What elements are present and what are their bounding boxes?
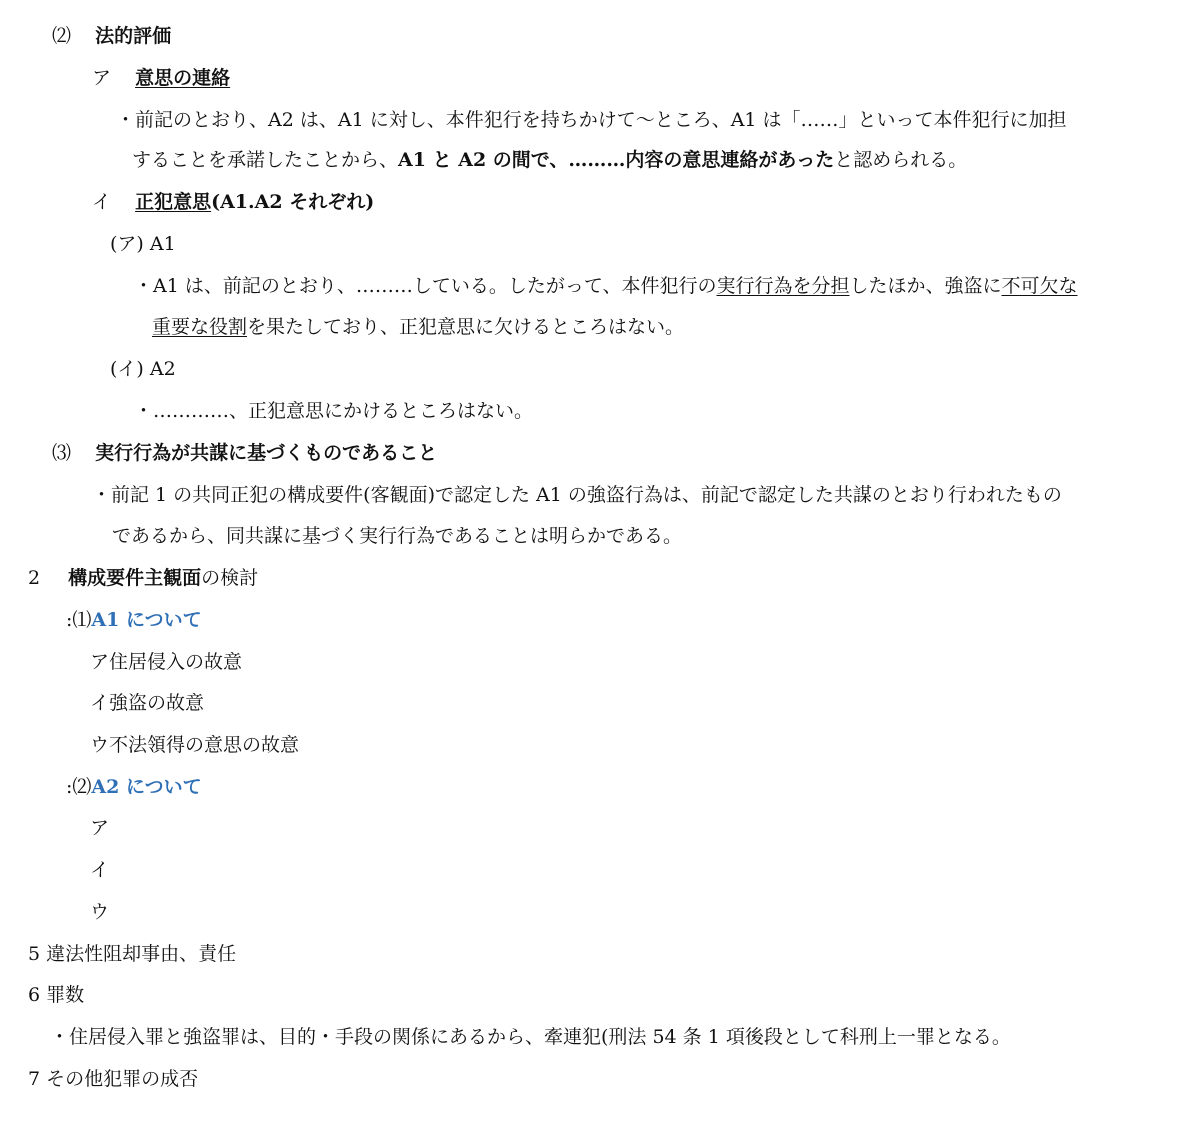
list-item: ア住居侵入の故意	[90, 651, 243, 673]
para-a-line-2-post: と認められる。	[834, 149, 968, 171]
section-2-title-rest: の検討	[201, 567, 259, 589]
section-2-heading	[28, 564, 258, 592]
para-a-line-2	[132, 146, 967, 174]
heading-2-2-number: ⑵	[52, 25, 72, 47]
list-item: ア	[90, 817, 110, 839]
a1-line-2	[152, 313, 684, 341]
a1-line-1-mid: したほか、強盗に	[849, 275, 1002, 297]
subj-a2-title: A2 について	[91, 776, 202, 798]
a1-heading: (ア) A1	[110, 233, 176, 255]
list-item: イ	[90, 859, 110, 881]
heading-a-number: ア	[92, 67, 112, 89]
section-5-heading: 5 違法性阻却事由、責任	[28, 943, 237, 965]
heading-i-number: イ	[92, 191, 112, 213]
subj-a1-prefix: :⑴	[66, 609, 92, 631]
para-3-line-2: であるから、同共謀に基づく実行行為であることは明らかである。	[112, 525, 683, 547]
heading-i-title: 正犯意思	[135, 191, 212, 213]
list-item: ウ不法領得の意思の故意	[90, 734, 300, 756]
subj-a2-heading	[66, 773, 202, 801]
para-a-line-2-bold: A1 と A2 の間で、………内容の意思連絡があった	[398, 149, 835, 171]
heading-2-2	[52, 22, 171, 50]
heading-2-3-title: 実行行為が共謀に基づくものであること	[95, 442, 438, 464]
para-a-line-2-pre: することを承諾したことから、	[132, 149, 399, 171]
a1-line-1-pre: ・A1 は、前記のとおり、………している。したがって、本件犯行の	[134, 275, 717, 297]
subj-a1-heading	[66, 606, 202, 634]
a2-heading: (イ) A2	[110, 358, 176, 380]
heading-2-3-number: ⑶	[52, 442, 72, 464]
para-a-line-1: ・前記のとおり、A2 は、A1 に対し、本件犯行を持ちかけて～ところ、A1 は「……」といって本件犯行に加担	[116, 109, 1067, 131]
a1-line-1	[134, 272, 1078, 300]
section-2-number: 2	[28, 567, 41, 589]
heading-i-suffix: (A1.A2 それぞれ)	[211, 191, 375, 213]
section-6-heading: 6 罪数	[28, 984, 85, 1006]
para-3-line-1: ・前記 1 の共同正犯の構成要件(客観面)で認定した A1 の強盗行為は、前記で認定した共謀のとおり行われたもの	[92, 484, 1062, 506]
list-item: ウ	[90, 901, 110, 923]
subj-a1-title: A1 について	[91, 609, 202, 631]
heading-2-2-title: 法的評価	[95, 25, 172, 47]
heading-a-title: 意思の連絡	[135, 67, 231, 89]
section-2-title-bold: 構成要件主観面	[68, 567, 202, 589]
a1-line-2-post: を果たしており、正犯意思に欠けるところはない。	[247, 316, 685, 338]
subj-a2-prefix: :⑵	[66, 776, 92, 798]
a1-line-2-underline: 重要な役割	[152, 316, 248, 338]
section-6-body: ・住居侵入罪と強盗罪は、目的・手段の関係にあるから、牽連犯(刑法 54 条 1 項後段として科刑上一罪となる。	[50, 1026, 1011, 1048]
a1-line-1-underline-1: 実行行為を分担	[716, 275, 850, 297]
heading-a	[92, 64, 230, 92]
heading-i	[92, 188, 374, 216]
heading-2-3	[52, 439, 437, 467]
a1-line-1-underline-2: 不可欠な	[1001, 275, 1078, 297]
a2-line-1: ・…………、正犯意思にかけるところはない。	[134, 400, 534, 422]
section-7-heading: 7 その他犯罪の成否	[28, 1068, 199, 1090]
list-item: イ強盗の故意	[90, 692, 205, 714]
